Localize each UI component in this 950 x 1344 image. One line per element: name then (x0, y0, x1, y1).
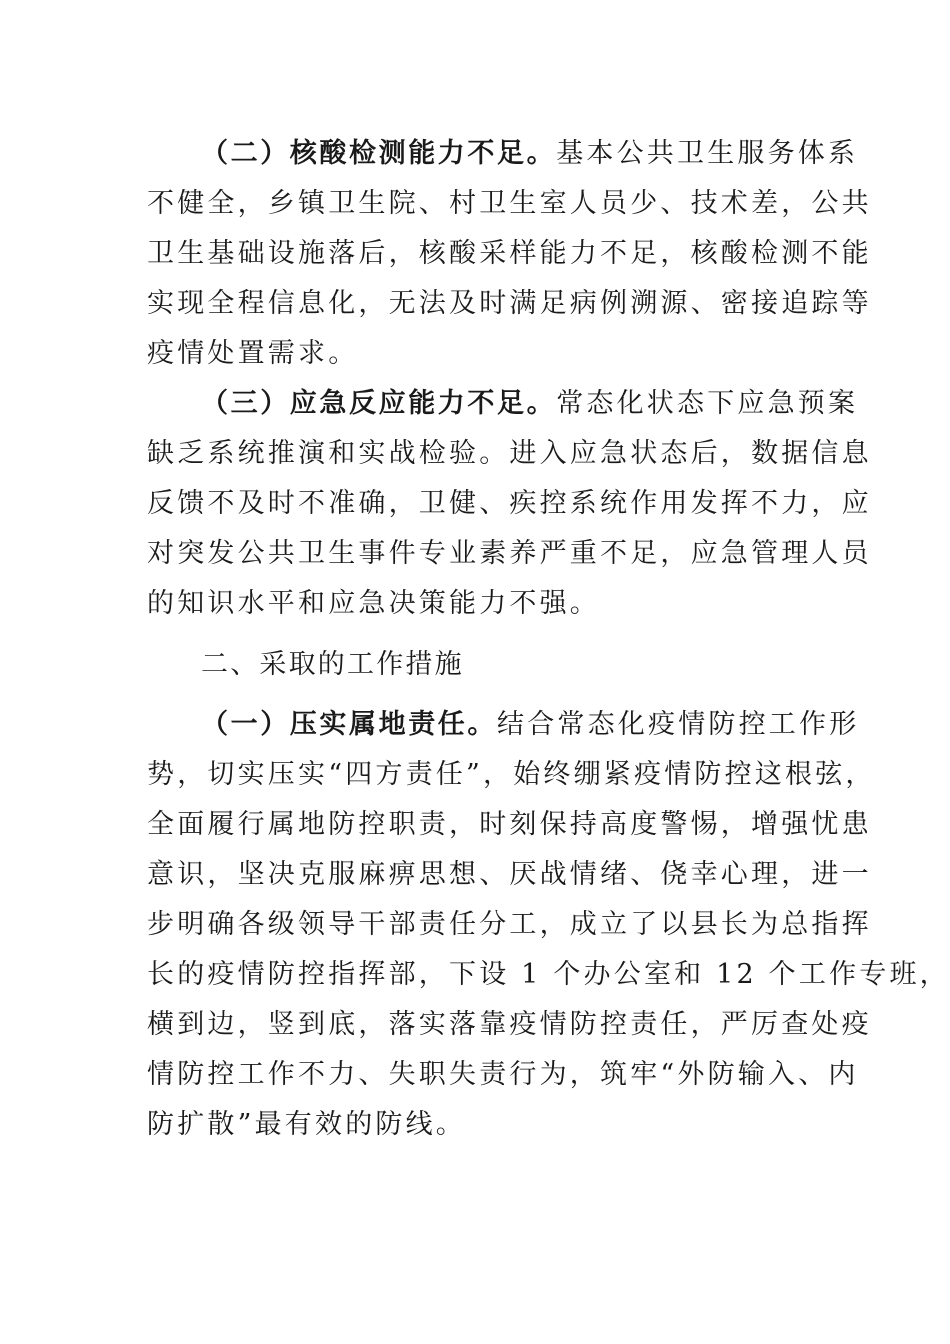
paragraph-line (201, 708, 859, 742)
paragraph-line: 横到边，竖到底，落实落靠疫情防控责任，严厉查处疫 (147, 1009, 872, 1040)
paragraph-line: 的知识水平和应急决策能力不强。 (147, 588, 600, 619)
paragraph-line: 实现全程信息化，无法及时满足病例溯源、密接追踪等 (147, 288, 872, 319)
paragraph-text: 基本公共卫生服务体系 (556, 138, 859, 169)
paragraph-line: 疫情处置需求。 (147, 338, 359, 369)
paragraph-text: 常态化状态下应急预案 (556, 388, 859, 419)
paragraph-line (201, 137, 858, 171)
paragraph-line: 不健全，乡镇卫生院、村卫生室人员少、技术差，公共 (147, 188, 872, 219)
paragraph-line: 情防控工作不力、失职失责行为，筑牢“外防输入、内 (147, 1059, 859, 1090)
part-heading: 二、采取的工作措施 (201, 649, 464, 680)
paragraph-text: 结合常态化疫情防控工作形 (497, 709, 860, 740)
paragraph-line: 意识，坚决克服麻痹思想、厌战情绪、侥幸心理，进一 (147, 859, 872, 890)
paragraph-line: 卫生基础设施落后，核酸采样能力不足，核酸检测不能 (147, 238, 872, 269)
paragraph-line: 防扩散”最有效的防线。 (147, 1109, 467, 1140)
paragraph-line: 缺乏系统推演和实战检验。进入应急状态后，数据信息 (147, 438, 872, 469)
paragraph-line: 对突发公共卫生事件专业素养严重不足，应急管理人员 (147, 538, 872, 569)
paragraph-line: 全面履行属地防控职责，时刻保持高度警惕，增强忧患 (147, 809, 872, 840)
section-title: （二）核酸检测能力不足。 (201, 138, 557, 169)
paragraph-line: 长的疫情防控指挥部，下设 1 个办公室和 12 个工作专班， (147, 959, 950, 990)
section-title: （一）压实属地责任。 (201, 709, 497, 740)
paragraph-line (201, 387, 858, 421)
paragraph-line: 势，切实压实“四方责任”，始终绷紧疫情防控这根弦， (147, 759, 876, 790)
section-title: （三）应急反应能力不足。 (201, 388, 557, 419)
paragraph-line: 步明确各级领导干部责任分工，成立了以县长为总指挥 (147, 909, 872, 940)
paragraph-line: 反馈不及时不准确，卫健、疾控系统作用发挥不力，应 (147, 488, 872, 519)
